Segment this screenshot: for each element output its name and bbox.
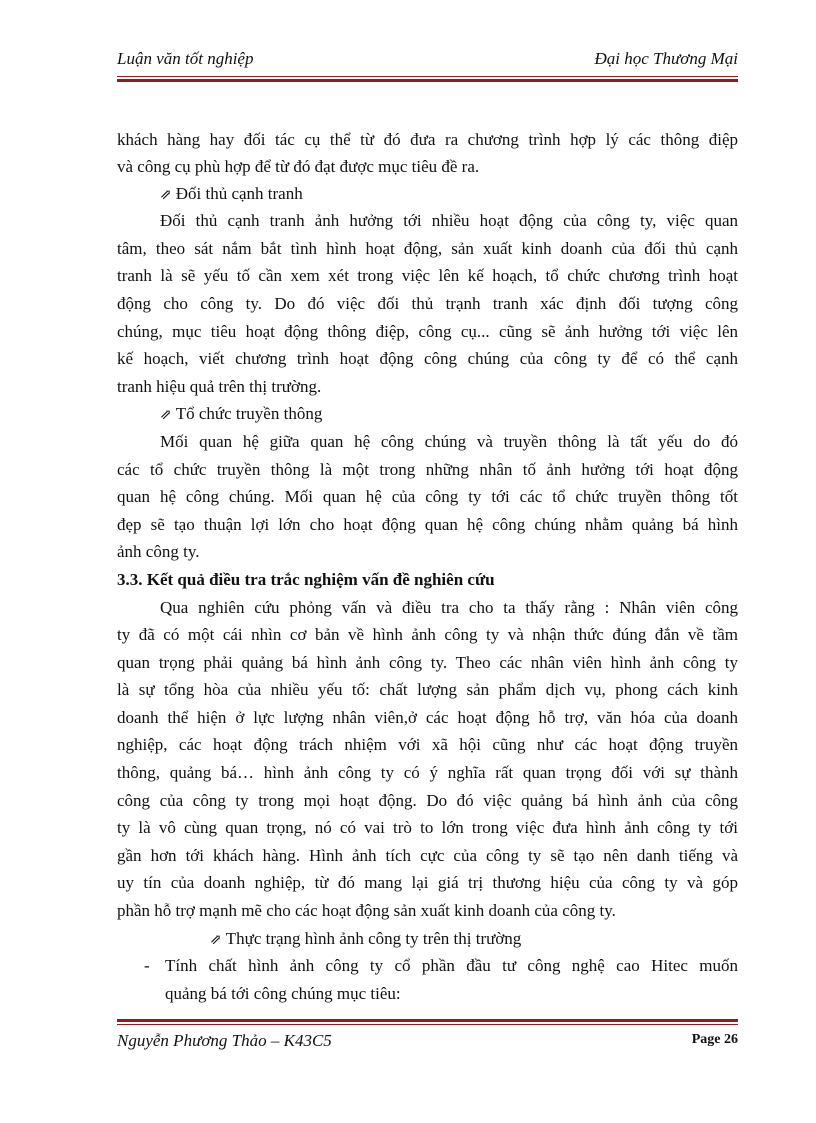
text-line: đẹp sẽ tạo thuận lợi lớn cho hoạt động quan hệ công chúng nhằm quảng bá hình [117, 515, 738, 534]
text-line: là sự tổng hòa của nhiều yếu tố: chất lượng sản phẩm dịch vụ, phong cách kinh [117, 680, 738, 699]
subheading-media [160, 404, 738, 426]
header-left-title: Luận văn tốt nghiệp [117, 49, 254, 68]
subheading-market-image [210, 929, 816, 951]
text-line: tranh là sẽ yếu tố cần xem xét trong việc lên kế hoạch, tổ chức chương trình hoạt [117, 266, 738, 285]
text-line: ảnh công ty. [117, 542, 200, 561]
header-right-title: Đại học Thương Mại [594, 49, 738, 68]
text-line: công của công ty trong mọi hoạt động. Do đó việc quảng bá hình ảnh của công [117, 791, 738, 810]
page-number: Page 26 [691, 1032, 738, 1047]
text-line: và công cụ phù hợp để từ đó đạt được mục tiêu đề ra. [117, 157, 480, 176]
footer-author: Nguyễn Phương Thảo – K43C5 [117, 1031, 332, 1050]
text-line: chúng, mục tiêu hoạt động thông điệp, công cụ... cũng sẽ ảnh hưởng tới việc lên [117, 322, 738, 341]
text-line: Qua nghiên cứu phỏng vấn và điều tra cho ta thấy rằng : Nhân viên công [160, 598, 738, 617]
text-line: động cho công ty. Do đó việc đối thủ trạnh tranh xác định đối tượng công [117, 294, 738, 313]
text-line: gần hơn tới khách hàng. Hình ảnh tích cực của công ty sẽ tạo nên danh tiếng và [117, 846, 738, 865]
text-line: Tính chất hình ảnh công ty cổ phần đầu tư công nghệ cao Hitec muốn [165, 956, 738, 975]
text-line: tranh hiệu quả trên thị trường. [117, 377, 322, 396]
text-line: Đối thủ cạnh tranh ảnh hưởng tới nhiều hoạt động của công ty, việc quan [160, 211, 738, 230]
bullet-arrow-icon: ⇗ [210, 933, 222, 948]
bullet-arrow-icon: ⇗ [160, 188, 172, 203]
footer-rule-thin [117, 1024, 738, 1025]
text-line: tâm, theo sát nắm bắt tình hình hoạt động, sản xuất kinh doanh của đối thủ cạnh [117, 239, 738, 258]
text-line: quan hệ công chúng. Mối quan hệ của công ty tới các tổ chức truyền thông tốt [117, 487, 738, 506]
subheading-text: Tổ chức truyền thông [175, 404, 323, 423]
text-line: ty đã có một cái nhìn cơ bản về hình ảnh công ty và nhận thức đúng đắn về tầm [117, 625, 738, 644]
subheading-text: Thực trạng hình ảnh công ty trên thị trường [225, 929, 522, 948]
text-line: phần hỗ trợ mạnh mẽ cho các hoạt động sản xuất kinh doanh của công ty. [117, 901, 616, 920]
bullet-arrow-icon: ⇗ [160, 408, 172, 423]
text-line: quảng bá tới công chúng mục tiêu: [165, 984, 401, 1003]
footer-rule-thick [117, 1019, 738, 1022]
subheading-text: Đối thủ cạnh tranh [175, 184, 303, 203]
text-line: thông, quảng bá… hình ảnh công ty có ý nghĩa rất quan trọng đối với sự thành [117, 763, 738, 782]
text-line: nghiệp, các hoạt động trách nhiệm với xã hội cũng như các hoạt động truyền [117, 735, 738, 754]
section-heading: 3.3. Kết quả điều tra trắc nghiệm vấn đề nghiên cứu [117, 570, 495, 589]
header-rule-thick [117, 79, 738, 82]
text-line: doanh thể hiện ở lực lượng nhân viên,ở các hoạt động hỗ trợ, văn hóa của doanh [117, 708, 738, 727]
text-line: ty là vô cùng quan trọng, nó có vai trò to lớn trong việc đưa hình ảnh công ty tới [117, 818, 738, 837]
page-header [117, 49, 738, 73]
text-line: uy tín của doanh nghiệp, từ đó mang lại giá trị thương hiệu của công ty và góp [117, 873, 738, 892]
text-line: các tổ chức truyền thông là một trong những nhân tố ảnh hưởng tới hoạt động [117, 460, 738, 479]
header-rule-thin [117, 76, 738, 77]
subheading-competitors [160, 184, 738, 206]
text-line: quan trọng phải quảng bá hình ảnh công ty. Theo các nhân viên hình ảnh công ty [117, 653, 738, 672]
text-line: khách hàng hay đối tác cụ thể từ đó đưa ra chương trình hợp lý các thông điệp [117, 130, 738, 149]
list-dash: - [144, 956, 150, 975]
text-line: Mối quan hệ giữa quan hệ công chúng và truyền thông là tất yếu do đó [160, 432, 738, 451]
text-line: kế hoạch, viết chương trình hoạt động công chúng của công ty để có thể cạnh [117, 349, 738, 368]
